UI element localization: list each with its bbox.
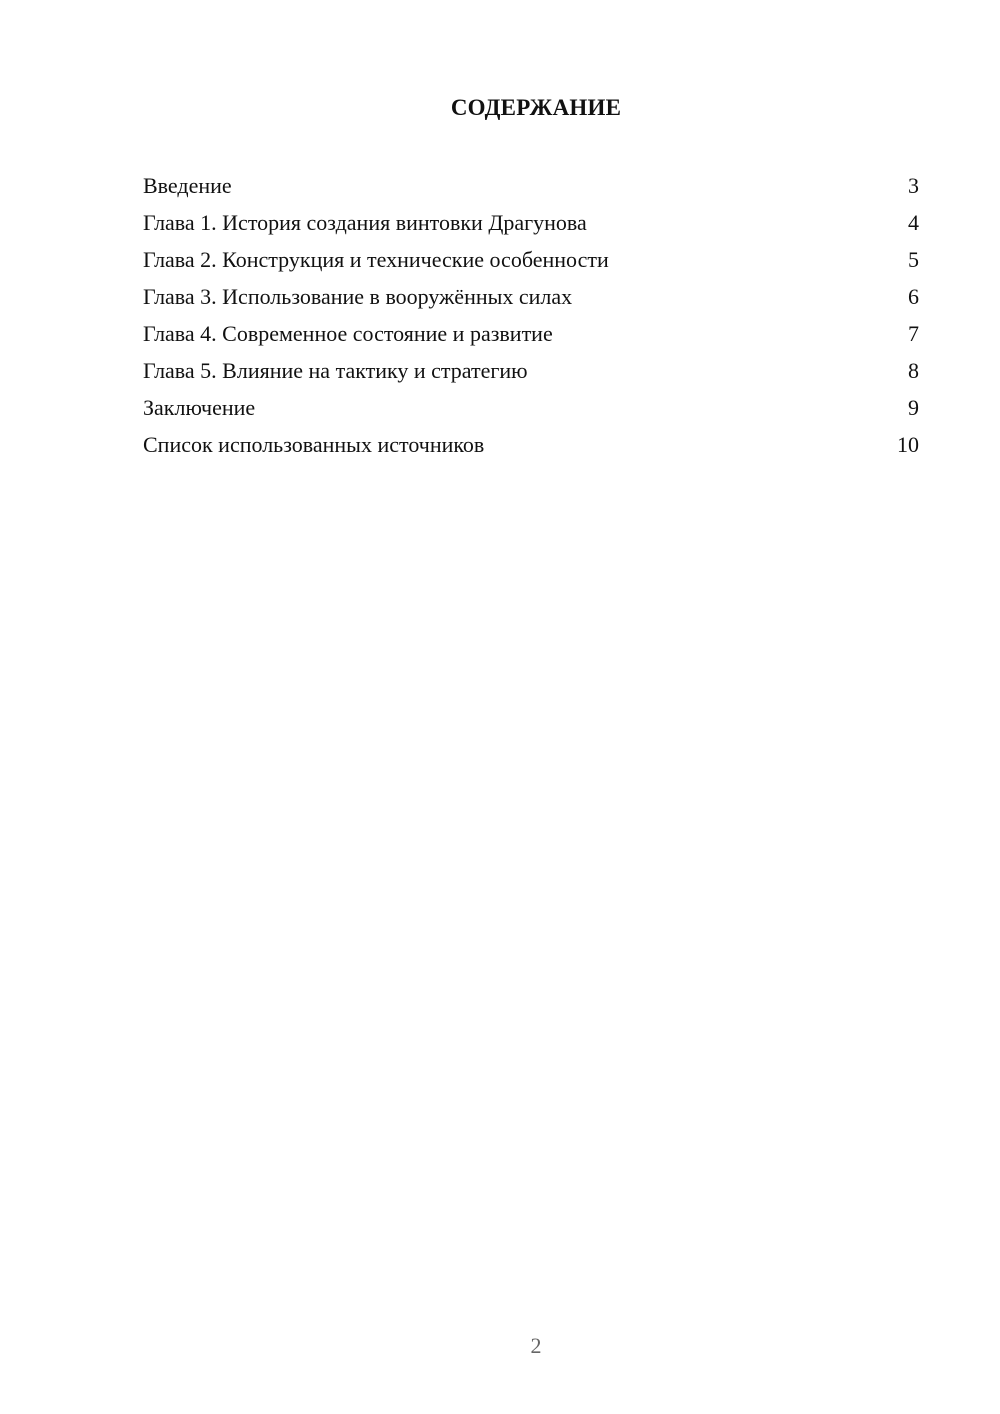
toc-item-label: Глава 2. Конструкция и технические особенности <box>143 247 609 272</box>
toc-item-label: Глава 1. История создания винтовки Драгунова <box>143 210 587 235</box>
toc-item-references <box>143 426 919 463</box>
toc-item-label: Глава 3. Использование в вооружённых силах <box>143 284 573 309</box>
toc-item-page: 9 <box>908 395 919 420</box>
toc-item-chapter-5 <box>143 352 919 389</box>
toc-item-label: Список использованных источников <box>143 432 485 457</box>
toc-item-page: 6 <box>908 284 919 309</box>
toc-title: СОДЕРЖАНИЕ <box>450 95 622 120</box>
toc-item-chapter-2 <box>143 241 919 278</box>
toc-item-page: 10 <box>897 432 919 457</box>
toc-item-page: 8 <box>908 358 919 383</box>
toc-item-conclusion <box>143 389 919 426</box>
toc-item-page: 4 <box>908 210 919 235</box>
toc-item-label: Введение <box>143 173 232 198</box>
toc-item-label: Заключение <box>143 395 256 420</box>
table-of-contents <box>143 167 919 463</box>
toc-item-chapter-1 <box>143 204 919 241</box>
toc-item-introduction <box>143 167 919 204</box>
toc-item-label: Глава 4. Современное состояние и развитие <box>143 321 553 346</box>
toc-item-chapter-3 <box>143 278 919 315</box>
toc-item-page: 7 <box>908 321 919 346</box>
toc-item-label: Глава 5. Влияние на тактику и стратегию <box>143 358 528 383</box>
toc-item-page: 5 <box>908 247 919 272</box>
toc-item-chapter-4 <box>143 315 919 352</box>
page-number: 2 <box>530 1333 542 1358</box>
toc-item-page: 3 <box>908 173 919 198</box>
